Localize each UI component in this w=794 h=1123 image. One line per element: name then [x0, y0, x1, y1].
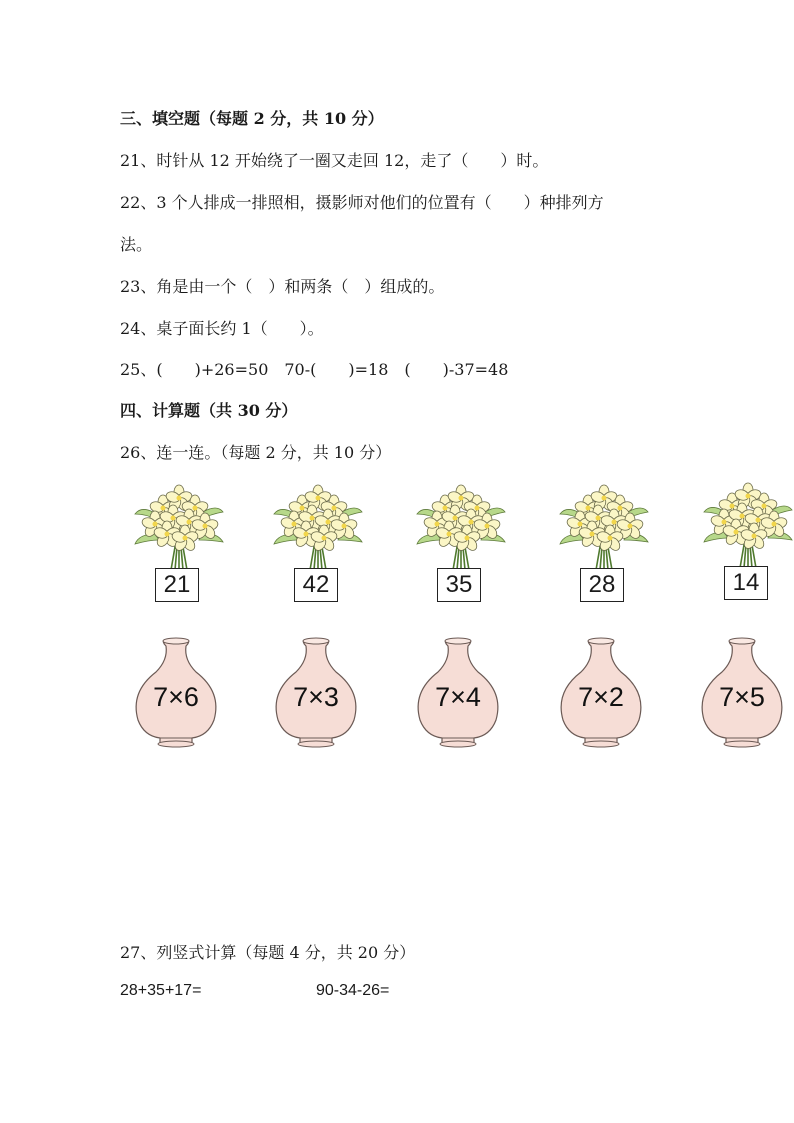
vase-4[interactable]	[551, 636, 651, 748]
question-21: 21、时针从 12 开始绕了一圈又走回 12，走了（ ）时。	[120, 151, 549, 170]
flower-bouquet-4[interactable]	[558, 484, 650, 606]
section-4-heading: 四、计算题（共 30 分）	[120, 401, 298, 420]
vase-1[interactable]	[126, 636, 226, 748]
flower-number-card: 28	[580, 568, 624, 602]
flower-bouquet-1[interactable]	[133, 484, 225, 606]
flower-bouquet-3[interactable]	[415, 484, 507, 606]
flower-icon	[415, 484, 507, 574]
flower-bouquet-5[interactable]	[702, 482, 794, 604]
question-24: 24、桌子面长约 1（ ）。	[120, 319, 324, 338]
vase-2[interactable]	[266, 636, 366, 748]
flower-icon	[272, 484, 364, 574]
vase-5[interactable]	[692, 636, 792, 748]
question-25: 25、( )+26=50 70-( )=18 ( )-37=48	[120, 360, 509, 379]
question-27: 27、列竖式计算（每题 4 分，共 20 分）	[120, 943, 416, 962]
flower-number-card: 35	[437, 568, 481, 602]
question-22-continued: 法。	[120, 235, 153, 254]
vase-expression: 7×5	[719, 682, 765, 712]
flower-number-card: 21	[155, 568, 199, 602]
question-22: 22、3 个人排成一排照相，摄影师对他们的位置有（ ）种排列方	[120, 193, 604, 212]
flower-icon	[702, 482, 794, 572]
vase-expression: 7×6	[153, 682, 199, 712]
flower-number-card: 42	[294, 568, 338, 602]
section-3-heading: 三、填空题（每题 2 分，共 10 分）	[120, 109, 384, 128]
flower-icon	[133, 484, 225, 574]
question-26: 26、连一连。（每题 2 分，共 10 分）	[120, 443, 392, 462]
vase-expression: 7×3	[293, 682, 339, 712]
calculation-1: 28+35+17=	[120, 982, 202, 999]
vase-3[interactable]	[408, 636, 508, 748]
vase-expression: 7×4	[435, 682, 481, 712]
calculation-2: 90-34-26=	[316, 982, 390, 999]
flower-icon	[558, 484, 650, 574]
question-23: 23、角是由一个（ ）和两条（ ）组成的。	[120, 277, 445, 296]
flower-number-card: 14	[724, 566, 768, 600]
vase-expression: 7×2	[578, 682, 624, 712]
flower-bouquet-2[interactable]	[272, 484, 364, 606]
